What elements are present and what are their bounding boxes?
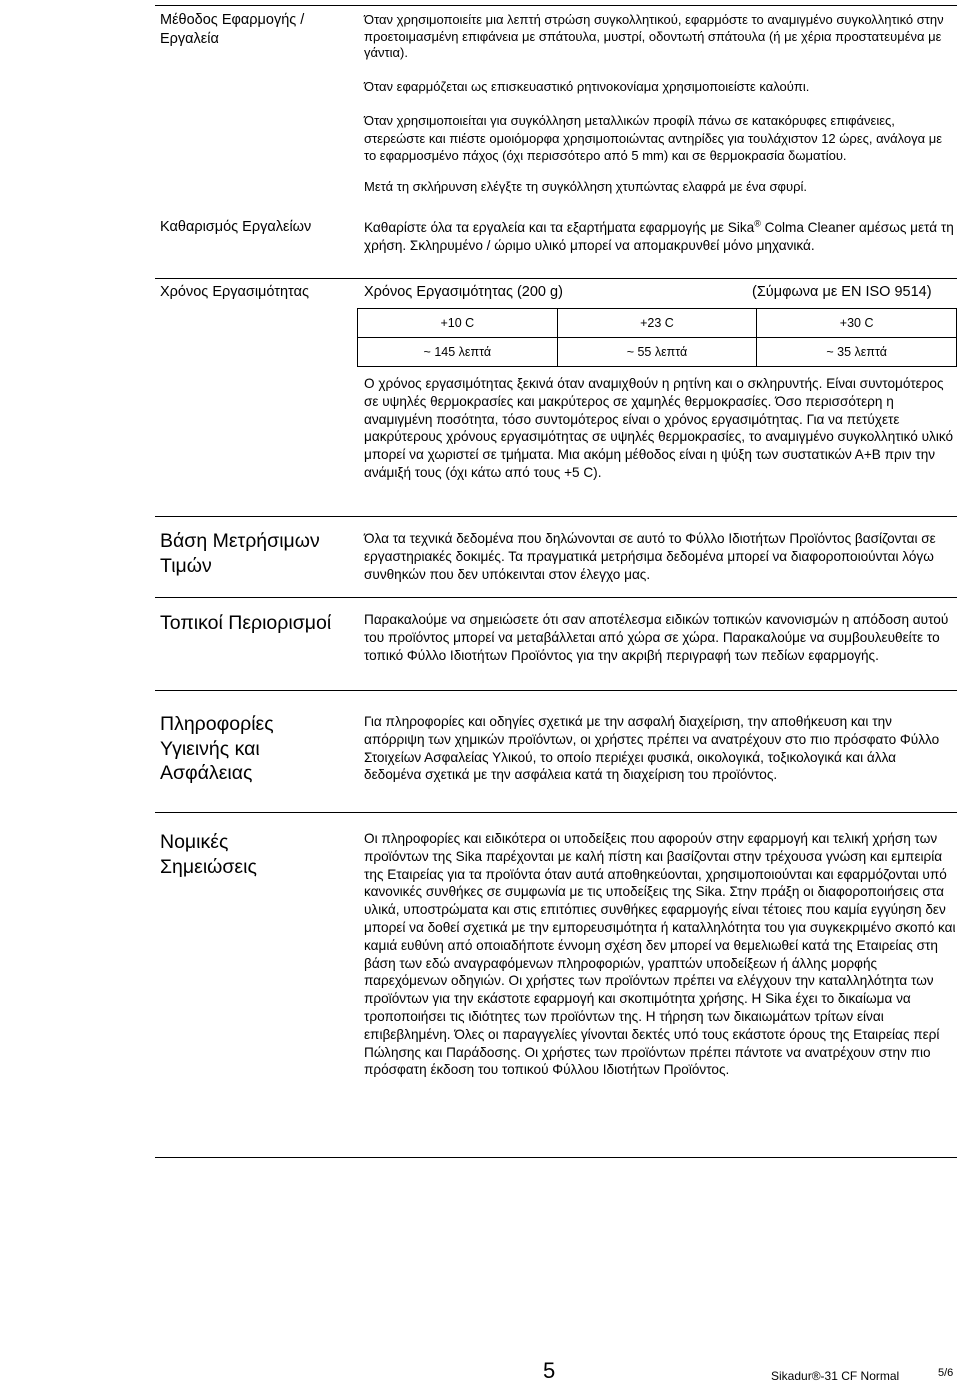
working-time-standard: (Σύμφωνα με EN ISO 9514) xyxy=(752,284,932,300)
tool-cleaning-label: Καθαρισμός Εργαλείων xyxy=(160,219,312,235)
temperature-row xyxy=(358,309,957,338)
tool-cleaning-text-a: Καθαρίστε όλα τα εργαλεία και τα εξαρτήματα εφαρμογής με Sika xyxy=(364,220,755,235)
divider xyxy=(155,597,957,598)
application-paragraph-1: Όταν χρησιμοποιείτε μια λεπτή στρώση συγκολλητικού, εφαρμόστε το αναμιγμένο συγκολλητικό στην προετοιμασμένη επιφάνεια με σπάτουλα, μυστρί, οδοντωτή σπάτουλα (ή με χέρια προστατευμένα με γάντια). xyxy=(364,12,944,60)
registered-mark: ® xyxy=(754,218,761,229)
basis-text: Όλα τα τεχνικά δεδομένα που δηλώνονται σε αυτό το Φύλλο Ιδιοτήτων Προϊόντος βασίζονται σε εργαστηριακές δοκιμές. Τα πραγματικά μετρήσιμα δεδομένα μπορεί να διαφοροποιούνται λόγω συνθηκών που δεν υπόκεινται στον έλεγχο μας. xyxy=(364,531,936,582)
working-time-table xyxy=(357,308,957,367)
bottom-divider xyxy=(155,1157,957,1158)
tool-cleaning-text-b: Colma Cleaner αμέσως μετά τη χρήση. Σκληρυμένο / ώριμο υλικό μπορεί να απομακρυνθεί μόνο μηχανικά. xyxy=(364,220,954,253)
working-time-note: Ο χρόνος εργασιμότητας ξεκινά όταν αναμιχθούν η ρητίνη και ο σκληρυντής. Είναι συντομότερος σε υψηλές θερμοκρασίες και μακρύτερος σε χαμηλές θερμοκρασίες. Όσο περισσότερη η αναμιγμένη ποσότητα, τόσο συντομότερος είναι ο χρόνος εργασιμότητας. Για να πετύχετε μακρύτερους χρόνους εργασιμότητας σε υψηλές θερμοκρασίες, το αναμιγμένο συγκολλητικό υλικό μπορεί να χωριστεί σε τμήματα. Μια ακόμη μέθοδος είναι η ψύξη των συστατικών Α+Β πριν την ανάμιξή τους (όχι κάτω από τους +5 C). xyxy=(364,376,954,480)
temperature-cell: +30 C xyxy=(757,309,957,338)
application-method-label: Μέθοδος Εφαρμογής / Εργαλεία xyxy=(160,12,305,47)
page-number: 5 xyxy=(543,1358,556,1383)
temperature-cell: +23 C xyxy=(557,309,757,338)
local-restrictions-text: Παρακαλούμε να σημειώσετε ότι σαν αποτέλεσμα ειδικών τοπικών κανονισμών η απόδοση αυτού του προϊόντος μπορεί να μεταβάλλεται από χώρα σε χώρα. Παρακαλούμε να συμβουλευθείτε το τοπικό Φύλλο Ιδιοτήτων Προϊόντος για την ακριβή περιγραφή των πεδίων εφαρμογής. xyxy=(364,612,949,663)
time-row xyxy=(358,338,957,367)
page-count: 5/6 xyxy=(938,1367,954,1379)
divider xyxy=(155,516,957,517)
divider xyxy=(155,278,957,279)
application-paragraph-2: Όταν εφαρμόζεται ως επισκευαστικό ρητινοκονίαμα χρησιμοποιείστε καλούπι. xyxy=(364,78,810,94)
divider xyxy=(155,690,957,691)
temperature-cell: +10 C xyxy=(358,309,558,338)
top-divider xyxy=(155,5,957,6)
working-time-title: Χρόνος Εργασιμότητας (200 g) xyxy=(364,284,563,300)
application-method-text xyxy=(364,12,956,195)
legal-notes-text: Οι πληροφορίες και ειδικότερα οι υποδείξεις που αφορούν στην εφαρμογή και τελική χρήση των προϊόντων της Sika παρέχονται με καλή πίστη και βασίζονται στην τρέχουσα γνώση και εμπειρία της Εταιρείας για τα προϊόντα όταν αυτά αποθηκεύονται, χρησιμοποιούνται και εφαρμόζονται υπό κανονικές συνθήκες σε συμφωνία με τις υποδείξεις της Sika. Στην πράξη οι διαφοροποιήσεις στα υλικά, υποστρώματα και στις επιτόπιες συνθήκες εφαρμογής είναι τέτοιες που καμία εγγύηση δεν μπορεί να δοθεί σχετικά με την εμπορευσιμότητα ή καταλληλότητα του για συγκεκριμένο σκοπό και καμιά ευθύνη από οποιαδήποτε έννομη σχέση δεν μπορεί να θεμελιωθεί κατά της Εταιρείας στη βάση των εδώ αναγραφόμενων πληροφοριών, γραπτών υποδείξεων ή άλλης μορφής παρεχόμενων οδηγιών. Οι χρήστες των προϊόντων πρέπει να ελέγχουν την καταλληλότητα των προϊόντων για την εκάστοτε εφαρμογή και σκοπιμότητα χρήσης. Η Sika έχει το δικαίωμα να τροποποιήσει τις ιδιότητες των προϊόντων της. Η τήρηση των δικαιωμάτων τρίτων είναι επιβεβλημένη. Όλες οι παραγγελίες γίνονται δεκτές υπό τους εκάστοτε όρους της Εταιρείας περί Πώλησης και Παράδοσης. Οι χρήστες των προϊόντων πρέπει πάντοτε να ανατρέχουν στην πιο πρόσφατη έκδοση του τοπικού Φύλλου Ιδιοτήτων Προϊόντος. xyxy=(364,831,956,1078)
legal-notes-label: Νομικές Σημειώσεις xyxy=(160,831,257,878)
time-cell: ~ 145 λεπτά xyxy=(358,338,558,367)
application-paragraph-4: Μετά τη σκλήρυνση ελέγξτε τη συγκόλληση χτυπώντας ελαφρά με ένα σφυρί. xyxy=(364,178,807,194)
time-cell: ~ 55 λεπτά xyxy=(557,338,757,367)
basis-label: Βάση Μετρήσιμων Τιμών xyxy=(160,530,320,577)
time-cell: ~ 35 λεπτά xyxy=(757,338,957,367)
product-name: Sikadur®-31 CF Normal xyxy=(771,1369,900,1383)
divider xyxy=(155,812,957,813)
health-safety-text: Για πληροφορίες και οδηγίες σχετικά με την ασφαλή διαχείριση, την αποθήκευση και την απόρριψη των χημικών προϊόντων, οι χρήστες πρέπει να ανατρέχουν στο πιο πρόσφατο Φύλλο Στοιχείων Ασφαλείας Υλικού, το οποίο περιέχει φυσικά, οικολογικά, τοξικολογικά και άλλα δεδομένα σχετικά με την ασφάλεια κατά τη διαχείριση του προϊόντος. xyxy=(364,714,940,783)
tool-cleaning-text xyxy=(364,219,956,255)
application-paragraph-3: Όταν χρησιμοποιείται για συγκόλληση μεταλλικών προφίλ πάνω σε κατακόρυφες επιφάνειες, στερεώστε και πιέστε ομοιόμορφα χρησιμοποιώντας αντηρίδες για τουλάχιστον 12 ώρες, ανάλογα με το εφαρμοσμένο πάχος (όχι περισσότερο από 5 mm) και σε θερμοκρασία δωματίου. xyxy=(364,113,943,163)
health-safety-label: Πληροφορίες Υγιεινής και Ασφάλειας xyxy=(160,713,274,784)
working-time-label: Χρόνος Εργασιμότητας xyxy=(160,284,309,300)
local-restrictions-label: Τοπικοί Περιορισμοί xyxy=(160,612,332,634)
